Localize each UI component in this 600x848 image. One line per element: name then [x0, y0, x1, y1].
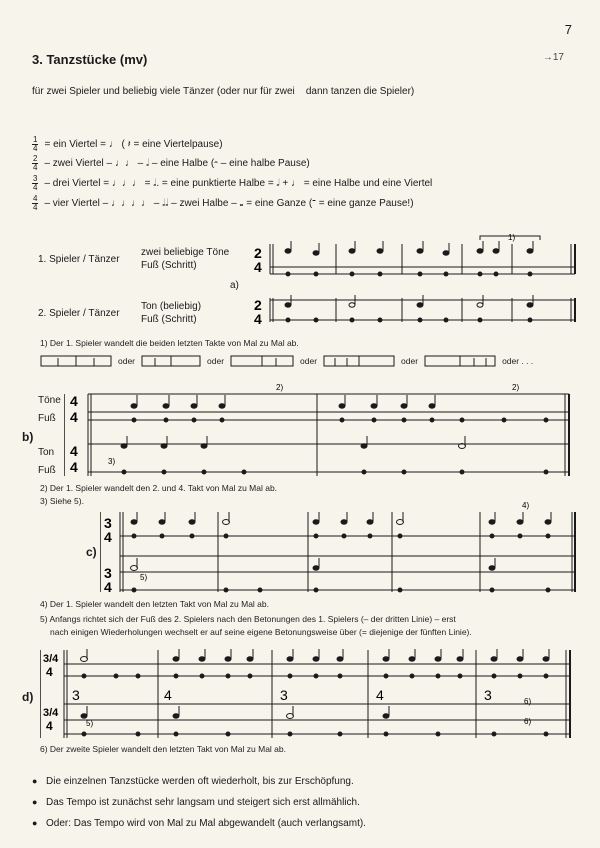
- bracket-mark: 1): [508, 233, 516, 242]
- meter-fraction: $\frac{2}{4}$: [33, 154, 38, 172]
- variant-end: oder . . .: [502, 356, 534, 366]
- mark-5: 5): [86, 719, 94, 728]
- mark-5: 5): [140, 573, 148, 582]
- accent-number: 3: [280, 687, 288, 703]
- time-sig-den: 4: [254, 259, 262, 275]
- time-sig-num: 4: [70, 393, 78, 409]
- meter-fraction: $\frac{1}{4}$: [33, 135, 38, 153]
- remarks-list: [32, 776, 366, 839]
- footnote-4: 4) Der 1. Spieler wandelt den letzten Takt von Mal zu Mal ab.: [40, 599, 269, 609]
- footnote-5-cont: nach einigen Wiederholungen wechselt er auf seine eigene Betonungsweise über (= diejenige der fünften Linie).: [50, 627, 472, 637]
- variant-row: [40, 354, 533, 368]
- meter-row: [32, 136, 223, 153]
- variant-measure: [40, 354, 112, 368]
- time-sig-num: 3: [104, 565, 112, 581]
- variant-measure: [230, 354, 294, 368]
- meter-text: = ein Viertel = ♩ ( 𝄽 = eine Viertelpause): [44, 139, 223, 150]
- footnote-5: 5) Anfangs richtet sich der Fuß des 2. Spielers nach den Betonungen des 1. Spielers (– der dritten Linie) – erst: [40, 614, 456, 624]
- intro-text: für zwei Spieler und beliebig viele Tänzer (oder nur für zwei dann tanzen die Spieler): [32, 86, 415, 97]
- example-d-letter: d): [22, 690, 34, 704]
- time-sig-num: 3/4: [43, 653, 59, 665]
- variant-separator: oder: [300, 356, 318, 366]
- example-b-letter: b): [22, 430, 34, 444]
- row-label-fuss: Fuß: [38, 413, 56, 424]
- mark-3: 3): [108, 457, 116, 466]
- example-c-score: [100, 500, 580, 600]
- variant-measure: [323, 354, 395, 368]
- mark-2: 2): [276, 383, 284, 392]
- player2-part-top: Ton (beliebig): [141, 301, 202, 312]
- meter-text: – zwei Viertel – ♩♩ – 𝅗𝅥 – eine Halbe (𝄼 – eine halbe Pause): [44, 158, 310, 169]
- time-sig-num: 4: [70, 443, 78, 459]
- time-sig-den: 4: [46, 719, 53, 733]
- player2-label: 2. Spieler / Tänzer: [38, 308, 120, 319]
- meter-fraction: $\frac{3}{4}$: [33, 174, 38, 192]
- player2-part-bottom: Fuß (Schritt): [141, 314, 197, 325]
- row-label-toene: Töne: [38, 395, 61, 406]
- player1-part-top: zwei beliebige Töne: [141, 247, 230, 258]
- variant-measure: [141, 354, 201, 368]
- time-sig-den: 4: [254, 311, 262, 327]
- row-label-fuss: Fuß: [38, 465, 56, 476]
- accent-number: 4: [164, 687, 172, 703]
- mark-6: 6): [524, 717, 532, 726]
- list-item: ● Die einzelnen Tanzstücke werden oft wiederholt, bis zur Erschöpfung.: [32, 776, 366, 797]
- time-sig-num: 2: [254, 245, 262, 261]
- time-sig-den: 4: [70, 409, 78, 425]
- variant-separator: oder: [118, 356, 136, 366]
- footnote-3: 3) Siehe 5).: [40, 496, 84, 506]
- footnote-6: 6) Der zweite Spieler wandelt den letzten Takt von Mal zu Mal ab.: [40, 744, 286, 754]
- variant-separator: oder: [401, 356, 419, 366]
- example-a-score: [240, 230, 580, 330]
- player1-label: 1. Spieler / Tänzer: [38, 254, 120, 265]
- mark-4: 4): [522, 501, 530, 510]
- accent-number: 3: [484, 687, 492, 703]
- time-sig-num: 3: [104, 515, 112, 531]
- time-sig-num: 3/4: [43, 707, 59, 719]
- meter-row: [32, 195, 414, 212]
- footnote-2: 2) Der 1. Spieler wandelt den 2. und 4. Takt von Mal zu Mal ab.: [40, 483, 278, 493]
- list-item: ● Oder: Das Tempo wird von Mal zu Mal abgewandelt (auch verlangsamt).: [32, 818, 366, 839]
- row-label-ton: Ton: [38, 447, 55, 458]
- variant-measure: [424, 354, 496, 368]
- list-item: ● Das Tempo ist zunächst sehr langsam und steigert sich erst allmählich.: [32, 797, 366, 818]
- time-sig-den: 4: [70, 459, 78, 475]
- mark-6: 6): [524, 697, 532, 706]
- example-c-letter: c): [86, 545, 97, 559]
- time-sig-den: 4: [46, 665, 53, 679]
- time-sig-den: 4: [104, 579, 112, 595]
- time-sig-den: 4: [104, 529, 112, 545]
- player1-part-bottom: Fuß (Schritt): [141, 260, 197, 271]
- accent-number: 4: [376, 687, 384, 703]
- meter-row: [32, 175, 432, 192]
- mark-2: 2): [512, 383, 520, 392]
- page-number: 7: [564, 22, 572, 37]
- section-title: 3. Tanzstücke (mv): [32, 52, 148, 67]
- time-sig-num: 2: [254, 297, 262, 313]
- example-b-score: [64, 380, 574, 480]
- variant-separator: oder: [207, 356, 225, 366]
- example-d-score: [40, 646, 580, 746]
- example-a-letter: a): [230, 280, 239, 291]
- meter-fraction: $\frac{4}{4}$: [33, 194, 38, 212]
- meter-row: [32, 155, 310, 172]
- accent-number: 3: [72, 687, 80, 703]
- meter-text: – drei Viertel = ♩♩♩ = 𝅗𝅥. = eine punktierte Halbe = 𝅗𝅥 + ♩ = eine Halbe und eine Viertel: [44, 178, 433, 189]
- meter-text: – vier Viertel – ♩♩♩♩ – 𝅗𝅥𝅗𝅥 – zwei Halbe – 𝅝 = eine Ganze (𝄻 = eine ganze Pause!): [44, 198, 414, 209]
- cross-reference: →17: [542, 52, 564, 63]
- footnote-1: 1) Der 1. Spieler wandelt die beiden letzten Takte von Mal zu Mal ab.: [40, 338, 299, 348]
